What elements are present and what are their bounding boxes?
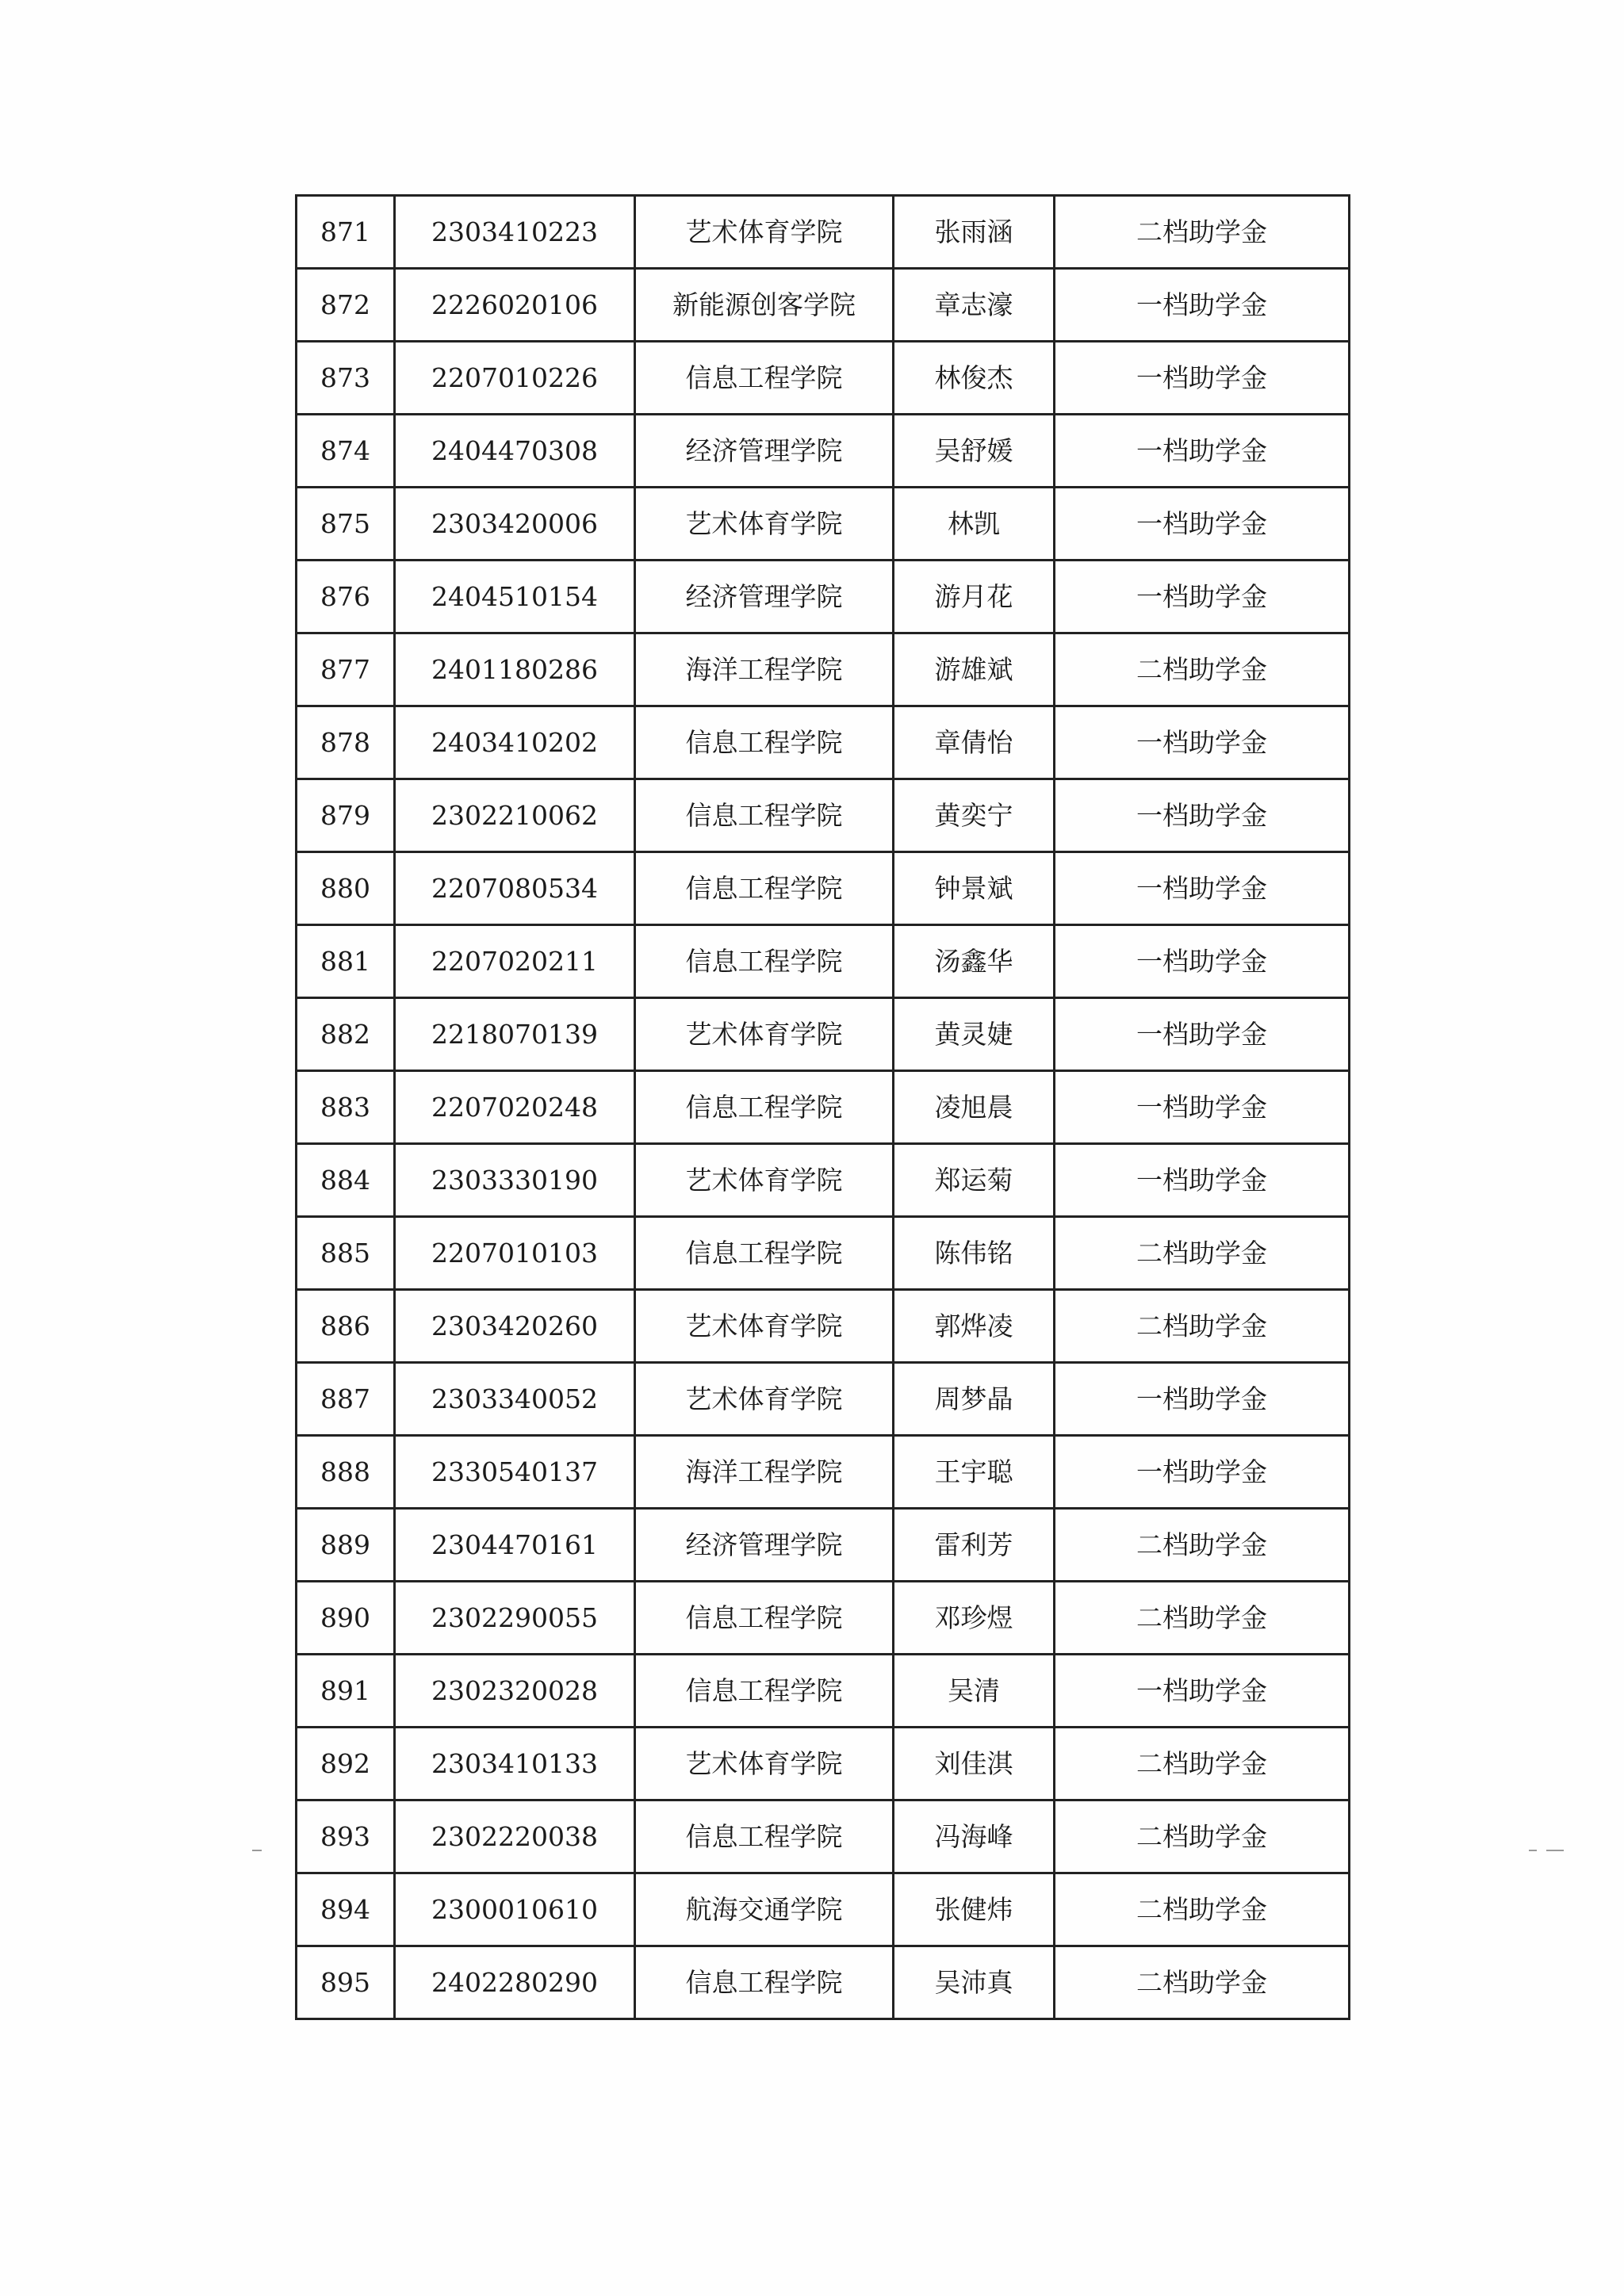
grant-level-cell: 一档助学金 — [1055, 1436, 1350, 1509]
table-row — [297, 488, 1350, 561]
student-name-cell: 汤鑫华 — [894, 925, 1055, 998]
grant-level-cell: 二档助学金 — [1055, 1800, 1350, 1873]
student-name-cell: 游雄斌 — [894, 633, 1055, 706]
student-name-cell: 钟景斌 — [894, 852, 1055, 925]
college-cell: 信息工程学院 — [635, 1071, 894, 1144]
roster-body — [297, 196, 1350, 2019]
row-number-cell: 884 — [297, 1144, 395, 1217]
student-name-cell: 邓珍煜 — [894, 1582, 1055, 1655]
row-number-cell: 881 — [297, 925, 395, 998]
table-row — [297, 415, 1350, 488]
student-id-cell: 2303410223 — [395, 196, 635, 269]
student-id-cell: 2207020248 — [395, 1071, 635, 1144]
student-name-cell: 黄灵婕 — [894, 998, 1055, 1071]
student-name-cell: 雷利芳 — [894, 1509, 1055, 1582]
college-cell: 艺术体育学院 — [635, 1144, 894, 1217]
student-name-cell: 吴沛真 — [894, 1946, 1055, 2019]
grant-level-cell: 二档助学金 — [1055, 1728, 1350, 1800]
student-id-cell: 2303420260 — [395, 1290, 635, 1363]
student-id-cell: 2404470308 — [395, 415, 635, 488]
student-name-cell: 林凯 — [894, 488, 1055, 561]
row-number-cell: 892 — [297, 1728, 395, 1800]
row-number-cell: 890 — [297, 1582, 395, 1655]
table-row — [297, 1144, 1350, 1217]
row-number-cell: 883 — [297, 1071, 395, 1144]
student-id-cell: 2303420006 — [395, 488, 635, 561]
student-name-cell: 张健炜 — [894, 1873, 1055, 1946]
table-row — [297, 1582, 1350, 1655]
row-number-cell: 885 — [297, 1217, 395, 1290]
grant-level-cell: 一档助学金 — [1055, 1655, 1350, 1728]
college-cell: 信息工程学院 — [635, 852, 894, 925]
table-row — [297, 1509, 1350, 1582]
row-number-cell: 894 — [297, 1873, 395, 1946]
grant-level-cell: 一档助学金 — [1055, 998, 1350, 1071]
table-row — [297, 1800, 1350, 1873]
college-cell: 经济管理学院 — [635, 1509, 894, 1582]
grant-level-cell: 二档助学金 — [1055, 196, 1350, 269]
grant-level-cell: 一档助学金 — [1055, 1071, 1350, 1144]
table-row — [297, 925, 1350, 998]
grant-level-cell: 二档助学金 — [1055, 1873, 1350, 1946]
row-number-cell: 876 — [297, 561, 395, 633]
student-id-cell: 2302320028 — [395, 1655, 635, 1728]
grant-level-cell: 二档助学金 — [1055, 1582, 1350, 1655]
grant-level-cell: 一档助学金 — [1055, 706, 1350, 779]
grant-level-cell: 一档助学金 — [1055, 925, 1350, 998]
student-id-cell: 2304470161 — [395, 1509, 635, 1582]
college-cell: 艺术体育学院 — [635, 998, 894, 1071]
student-id-cell: 2207010226 — [395, 342, 635, 415]
row-number-cell: 889 — [297, 1509, 395, 1582]
row-number-cell: 882 — [297, 998, 395, 1071]
student-id-cell: 2302210062 — [395, 779, 635, 852]
row-number-cell: 895 — [297, 1946, 395, 2019]
table-row — [297, 1873, 1350, 1946]
college-cell: 艺术体育学院 — [635, 1363, 894, 1436]
student-id-cell: 2303330190 — [395, 1144, 635, 1217]
college-cell: 艺术体育学院 — [635, 1290, 894, 1363]
grant-level-cell: 一档助学金 — [1055, 269, 1350, 342]
grant-level-cell: 一档助学金 — [1055, 342, 1350, 415]
grant-level-cell: 二档助学金 — [1055, 1290, 1350, 1363]
table-row — [297, 342, 1350, 415]
student-id-cell: 2330540137 — [395, 1436, 635, 1509]
college-cell: 经济管理学院 — [635, 415, 894, 488]
table-row — [297, 269, 1350, 342]
row-number-cell: 875 — [297, 488, 395, 561]
grant-level-cell: 二档助学金 — [1055, 633, 1350, 706]
row-number-cell: 878 — [297, 706, 395, 779]
table-row — [297, 1363, 1350, 1436]
student-name-cell: 林俊杰 — [894, 342, 1055, 415]
grant-level-cell: 一档助学金 — [1055, 852, 1350, 925]
row-number-cell: 874 — [297, 415, 395, 488]
grant-level-cell: 一档助学金 — [1055, 415, 1350, 488]
student-name-cell: 郭烨凌 — [894, 1290, 1055, 1363]
table-row — [297, 1290, 1350, 1363]
student-name-cell: 郑运菊 — [894, 1144, 1055, 1217]
college-cell: 经济管理学院 — [635, 561, 894, 633]
row-number-cell: 887 — [297, 1363, 395, 1436]
table-row — [297, 779, 1350, 852]
table-row — [297, 1217, 1350, 1290]
student-id-cell: 2302220038 — [395, 1800, 635, 1873]
college-cell: 信息工程学院 — [635, 1582, 894, 1655]
table-row — [297, 1728, 1350, 1800]
row-number-cell: 893 — [297, 1800, 395, 1873]
college-cell: 信息工程学院 — [635, 342, 894, 415]
college-cell: 海洋工程学院 — [635, 633, 894, 706]
student-id-cell: 2218070139 — [395, 998, 635, 1071]
grant-level-cell: 二档助学金 — [1055, 1946, 1350, 2019]
college-cell: 新能源创客学院 — [635, 269, 894, 342]
student-id-cell: 2403410202 — [395, 706, 635, 779]
student-name-cell: 黄奕宁 — [894, 779, 1055, 852]
grant-level-cell: 一档助学金 — [1055, 1363, 1350, 1436]
row-number-cell: 891 — [297, 1655, 395, 1728]
table-row — [297, 196, 1350, 269]
college-cell: 信息工程学院 — [635, 1946, 894, 2019]
college-cell: 信息工程学院 — [635, 1655, 894, 1728]
student-id-cell: 2404510154 — [395, 561, 635, 633]
student-id-cell: 2300010610 — [395, 1873, 635, 1946]
row-number-cell: 880 — [297, 852, 395, 925]
scan-margin-mark — [1546, 1850, 1564, 1851]
grant-level-cell: 一档助学金 — [1055, 1144, 1350, 1217]
row-number-cell: 873 — [297, 342, 395, 415]
student-id-cell: 2207010103 — [395, 1217, 635, 1290]
student-id-cell: 2207020211 — [395, 925, 635, 998]
student-name-cell: 周梦晶 — [894, 1363, 1055, 1436]
student-id-cell: 2226020106 — [395, 269, 635, 342]
student-id-cell: 2302290055 — [395, 1582, 635, 1655]
student-id-cell: 2207080534 — [395, 852, 635, 925]
table-row — [297, 706, 1350, 779]
row-number-cell: 872 — [297, 269, 395, 342]
student-name-cell: 刘佳淇 — [894, 1728, 1055, 1800]
table-row — [297, 1655, 1350, 1728]
student-name-cell: 章倩怡 — [894, 706, 1055, 779]
college-cell: 信息工程学院 — [635, 779, 894, 852]
student-name-cell: 吴舒媛 — [894, 415, 1055, 488]
student-name-cell: 王宇聪 — [894, 1436, 1055, 1509]
college-cell: 艺术体育学院 — [635, 488, 894, 561]
table-row — [297, 561, 1350, 633]
student-name-cell: 凌旭晨 — [894, 1071, 1055, 1144]
student-id-cell: 2303340052 — [395, 1363, 635, 1436]
college-cell: 艺术体育学院 — [635, 196, 894, 269]
college-cell: 信息工程学院 — [635, 1800, 894, 1873]
college-cell: 信息工程学院 — [635, 925, 894, 998]
grant-level-cell: 一档助学金 — [1055, 488, 1350, 561]
row-number-cell: 886 — [297, 1290, 395, 1363]
student-name-cell: 张雨涵 — [894, 196, 1055, 269]
table-row — [297, 1946, 1350, 2019]
student-name-cell: 章志濠 — [894, 269, 1055, 342]
grant-level-cell: 二档助学金 — [1055, 1217, 1350, 1290]
row-number-cell: 877 — [297, 633, 395, 706]
college-cell: 信息工程学院 — [635, 1217, 894, 1290]
college-cell: 艺术体育学院 — [635, 1728, 894, 1800]
table-row — [297, 852, 1350, 925]
student-id-cell: 2402280290 — [395, 1946, 635, 2019]
table-row — [297, 633, 1350, 706]
student-name-cell: 冯海峰 — [894, 1800, 1055, 1873]
student-name-cell: 游月花 — [894, 561, 1055, 633]
scan-margin-mark — [252, 1850, 262, 1851]
scan-margin-mark — [1529, 1850, 1537, 1851]
row-number-cell: 888 — [297, 1436, 395, 1509]
row-number-cell: 879 — [297, 779, 395, 852]
row-number-cell: 871 — [297, 196, 395, 269]
student-name-cell: 吴清 — [894, 1655, 1055, 1728]
table-row — [297, 1071, 1350, 1144]
table-row — [297, 1436, 1350, 1509]
student-id-cell: 2303410133 — [395, 1728, 635, 1800]
table-row — [297, 998, 1350, 1071]
student-name-cell: 陈伟铭 — [894, 1217, 1055, 1290]
grant-level-cell: 一档助学金 — [1055, 561, 1350, 633]
scholarship-roster-table — [295, 194, 1350, 2020]
college-cell: 海洋工程学院 — [635, 1436, 894, 1509]
grant-level-cell: 一档助学金 — [1055, 779, 1350, 852]
college-cell: 信息工程学院 — [635, 706, 894, 779]
college-cell: 航海交通学院 — [635, 1873, 894, 1946]
student-id-cell: 2401180286 — [395, 633, 635, 706]
grant-level-cell: 二档助学金 — [1055, 1509, 1350, 1582]
